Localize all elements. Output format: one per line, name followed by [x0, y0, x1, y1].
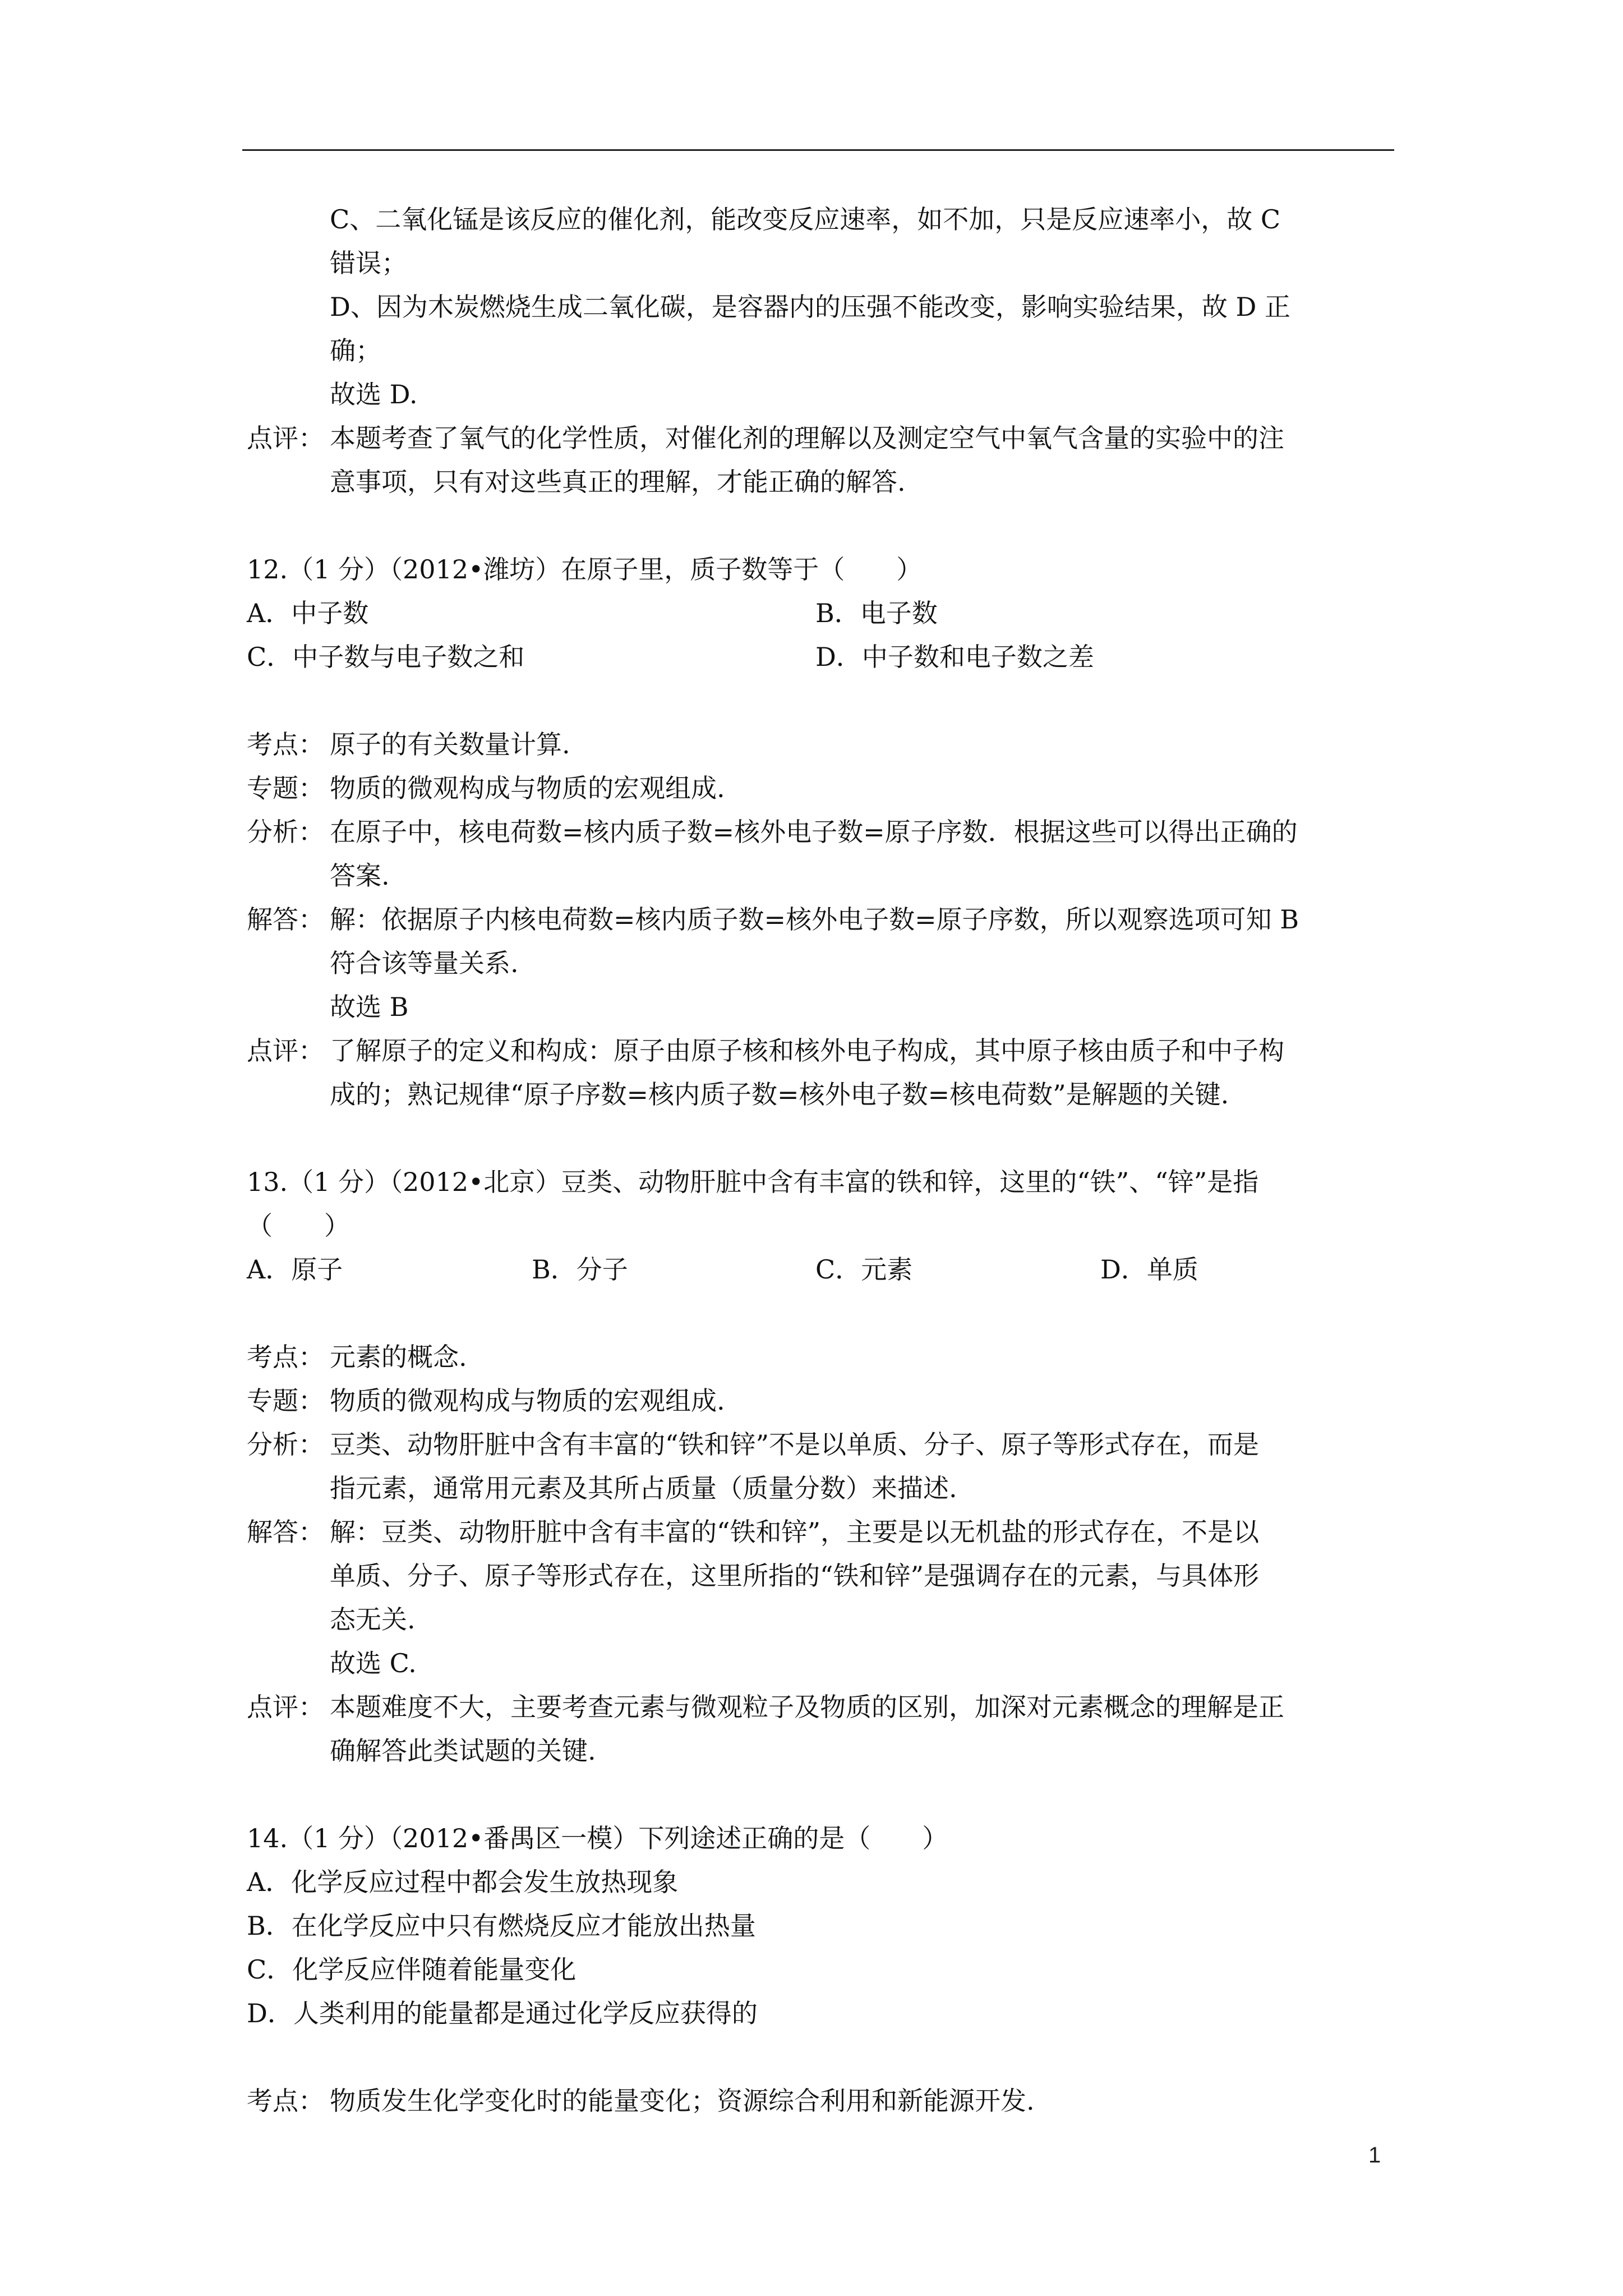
question-14-stem: 14.（1 分）（2012•番禺区一模）下列途述正确的是（ ） — [247, 1823, 948, 1853]
question-13-options-row — [247, 1248, 1396, 1291]
question-12-kaodian — [247, 723, 1396, 766]
question-13-zhuanti — [247, 1379, 1396, 1423]
fenxi-line1: 在原子中，核电荷数=核内质子数=核外电子数=原子序数．根据这些可以得出正确的 — [330, 817, 1298, 847]
kaodian-text: 物质发生化学变化时的能量变化；资源综合利用和新能源开发. — [330, 2086, 1035, 2116]
option-d-explanation-line2: 确； — [330, 335, 381, 366]
dianping-label: 点评： — [247, 1692, 324, 1722]
kaodian-label: 考点： — [247, 729, 324, 760]
question-12-options-row1 — [247, 591, 1396, 635]
question-13-option-a: A．原子 — [247, 1254, 343, 1285]
dianping-label: 点评： — [247, 1036, 324, 1066]
question-14-kaodian — [247, 2079, 1396, 2123]
jieda-line3: 故选 B — [330, 992, 409, 1022]
question-13-jieda — [247, 1510, 1396, 1685]
fenxi-label: 分析： — [247, 1429, 324, 1460]
kaodian-text: 原子的有关数量计算. — [330, 729, 570, 760]
jieda-line1: 解：依据原子内核电荷数=核内质子数=核外电子数=原子序数，所以观察选项可知 B — [330, 904, 1299, 935]
review-label: 点评： — [247, 423, 324, 453]
question-13-stem-line2: （ ） — [247, 1211, 350, 1241]
question-12 — [247, 547, 1396, 1116]
question-12-stem: 12.（1 分）（2012•潍坊）在原子里，质子数等于（ ） — [247, 554, 923, 585]
question-12-option-b: B．电子数 — [815, 598, 938, 628]
review-line2: 意事项，只有对这些真正的理解，才能正确的解答. — [330, 467, 906, 497]
dianping-line1: 本题难度不大，主要考查元素与微观粒子及物质的区别，加深对元素概念的理解是正 — [330, 1692, 1284, 1722]
zhuanti-label: 专题： — [247, 773, 324, 803]
fenxi-label: 分析： — [247, 817, 324, 847]
question-12-jieda — [247, 898, 1396, 1029]
zhuanti-text: 物质的微观构成与物质的宏观组成. — [330, 1386, 725, 1416]
question-12-zhuanti — [247, 766, 1396, 810]
question-12-option-c: C．中子数与电子数之和 — [247, 642, 525, 672]
question-13-kaodian — [247, 1335, 1396, 1379]
header-rule — [242, 149, 1394, 151]
question-13-fenxi — [247, 1423, 1396, 1510]
dianping-line2: 确解答此类试题的关键. — [330, 1736, 596, 1766]
kaodian-label: 考点： — [247, 1342, 324, 1372]
option-c-explanation-line2: 错误； — [330, 248, 407, 278]
jieda-line3: 态无关. — [330, 1604, 416, 1635]
jieda-line1: 解：豆类、动物肝脏中含有丰富的“铁和锌”，主要是以无机盐的形式存在，不是以 — [330, 1517, 1260, 1547]
option-d-explanation-line1: D、因为木炭燃烧生成二氧化碳，是容器内的压强不能改变，影响实验结果，故 D 正 — [330, 292, 1291, 322]
jieda-label: 解答： — [247, 904, 324, 935]
question-14 — [247, 1816, 1396, 2123]
question-13-option-d: D．单质 — [1100, 1254, 1198, 1285]
page-number: 1 — [1368, 2143, 1381, 2168]
jieda-line2: 符合该等量关系. — [330, 948, 519, 978]
prev-review — [247, 416, 1396, 504]
kaodian-label: 考点： — [247, 2086, 324, 2116]
fenxi-line2: 答案. — [330, 861, 390, 891]
question-13-option-c: C．元素 — [815, 1254, 913, 1285]
prev-answer: 故选 D. — [330, 379, 418, 409]
dianping-line1: 了解原子的定义和构成：原子由原子核和核外电子构成，其中原子核由质子和中子构 — [330, 1036, 1284, 1066]
question-14-option-b: B．在化学反应中只有燃烧反应才能放出热量 — [247, 1911, 756, 1941]
dianping-line2: 成的；熟记规律“原子序数=核内质子数=核外电子数=核电荷数”是解题的关键. — [330, 1079, 1229, 1110]
jieda-label: 解答： — [247, 1517, 324, 1547]
question-12-fenxi — [247, 810, 1396, 898]
jieda-line2: 单质、分子、原子等形式存在，这里所指的“铁和锌”是强调存在的元素，与具体形 — [330, 1561, 1260, 1591]
question-14-option-d: D．人类利用的能量都是通过化学反应获得的 — [247, 1998, 758, 2028]
question-12-option-a: A．中子数 — [247, 598, 369, 628]
fenxi-line1: 豆类、动物肝脏中含有丰富的“铁和锌”不是以单质、分子、原子等形式存在，而是 — [330, 1429, 1260, 1460]
question-12-dianping — [247, 1029, 1396, 1116]
question-13-stem-line1: 13.（1 分）（2012•北京）豆类、动物肝脏中含有丰富的铁和锌，这里的“铁”、“锌”是指 — [247, 1167, 1259, 1197]
prev-question-continuation — [247, 197, 1396, 504]
question-12-options-row2 — [247, 635, 1396, 679]
question-14-option-a: A．化学反应过程中都会发生放热现象 — [247, 1867, 679, 1897]
option-c-explanation-line1: C、二氧化锰是该反应的催化剂，能改变反应速率，如不加，只是反应速率小，故 C — [330, 204, 1281, 234]
zhuanti-label: 专题： — [247, 1386, 324, 1416]
question-13 — [247, 1160, 1396, 1773]
review-line1: 本题考查了氧气的化学性质，对催化剂的理解以及测定空气中氧气含量的实验中的注 — [330, 423, 1284, 453]
page-content — [247, 197, 1396, 2123]
question-13-option-b: B．分子 — [532, 1254, 628, 1285]
question-14-option-c: C．化学反应伴随着能量变化 — [247, 1954, 577, 1985]
fenxi-line2: 指元素，通常用元素及其所占质量（质量分数）来描述. — [330, 1473, 957, 1503]
kaodian-text: 元素的概念. — [330, 1342, 467, 1372]
question-12-option-d: D．中子数和电子数之差 — [815, 642, 1094, 672]
zhuanti-text: 物质的微观构成与物质的宏观组成. — [330, 773, 725, 803]
question-13-dianping — [247, 1685, 1396, 1773]
jieda-line4: 故选 C. — [330, 1648, 417, 1678]
